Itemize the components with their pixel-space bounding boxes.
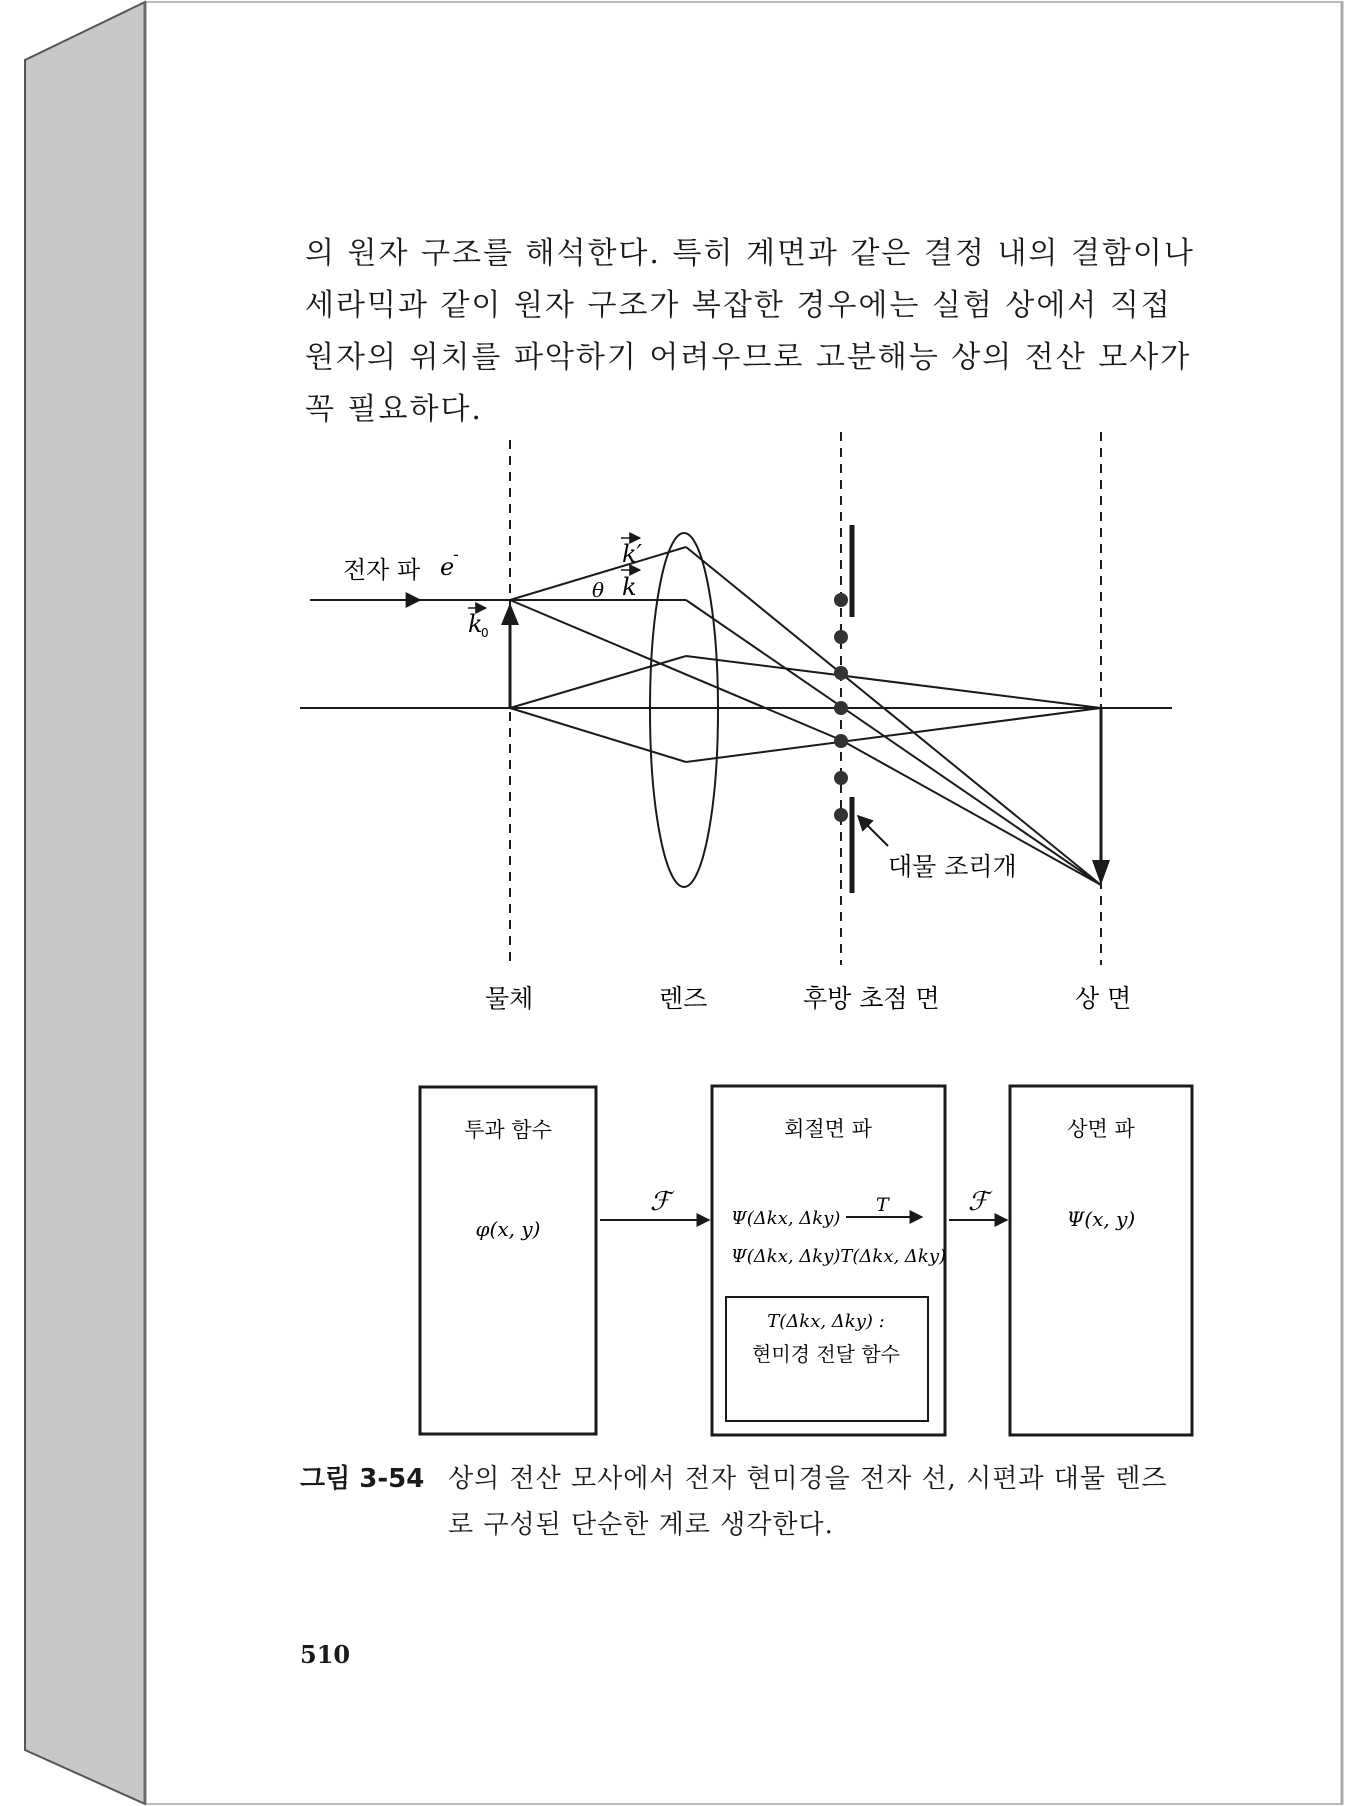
box2-inner-label: 현미경 전달 함수 (752, 1342, 900, 1366)
electron-superscript: - (453, 545, 459, 564)
box1-title: 투과 함수 (464, 1118, 552, 1142)
page-number: 510 (300, 1640, 351, 1669)
k0-label: k (468, 610, 483, 638)
figure-number: 그림 3-54 (300, 1464, 425, 1494)
box2-formula1: Ψ(Δkx, Δky) (731, 1208, 841, 1229)
fourier-symbol-1: ℱ (650, 1187, 671, 1217)
plane-label-object: 물체 (485, 984, 534, 1013)
electron-wave-label: 전자 파 (343, 556, 421, 584)
caption-line: 상의 전산 모사에서 전자 현미경을 전자 선, 시편과 대물 렌즈 (448, 1464, 1168, 1494)
operator-T: T (876, 1194, 889, 1216)
box2-inner-formula: T(Δkx, Δky) : (767, 1311, 885, 1332)
body-line: 꼭 필요하다. (305, 392, 483, 427)
electron-symbol: e (440, 553, 455, 581)
box2-formula2: Ψ(Δkx, Δky)T(Δkx, Δky) (731, 1246, 947, 1267)
body-line: 의 원자 구조를 해석한다. 특히 계면과 같은 결정 내의 결함이나 (305, 236, 1195, 271)
body-line: 세라믹과 같이 원자 구조가 복잡한 경우에는 실험 상에서 직접 (305, 288, 1172, 323)
k0-subscript: 0 (481, 626, 489, 640)
aperture-label: 대물 조리개 (888, 852, 1017, 881)
theta-label: θ (592, 578, 605, 602)
box2-title: 회절면 파 (784, 1117, 872, 1141)
plane-label-lens: 렌즈 (659, 984, 708, 1013)
box3-formula: Ψ(x, y) (1066, 1207, 1136, 1231)
body-line: 원자의 위치를 파악하기 어려우므로 고분해능 상의 전산 모사가 (305, 340, 1192, 375)
plane-label-focal: 후방 초점 면 (803, 984, 940, 1013)
box1-formula: φ(x, y) (475, 1217, 541, 1241)
box3-title: 상면 파 (1067, 1117, 1135, 1141)
fourier-symbol-2: ℱ (968, 1187, 989, 1217)
caption-line: 로 구성된 단순한 계로 생각한다. (448, 1510, 834, 1540)
plane-label-image: 상 면 (1075, 984, 1132, 1013)
k-prime-label: k′ (622, 540, 642, 568)
k-label: k (622, 573, 637, 601)
